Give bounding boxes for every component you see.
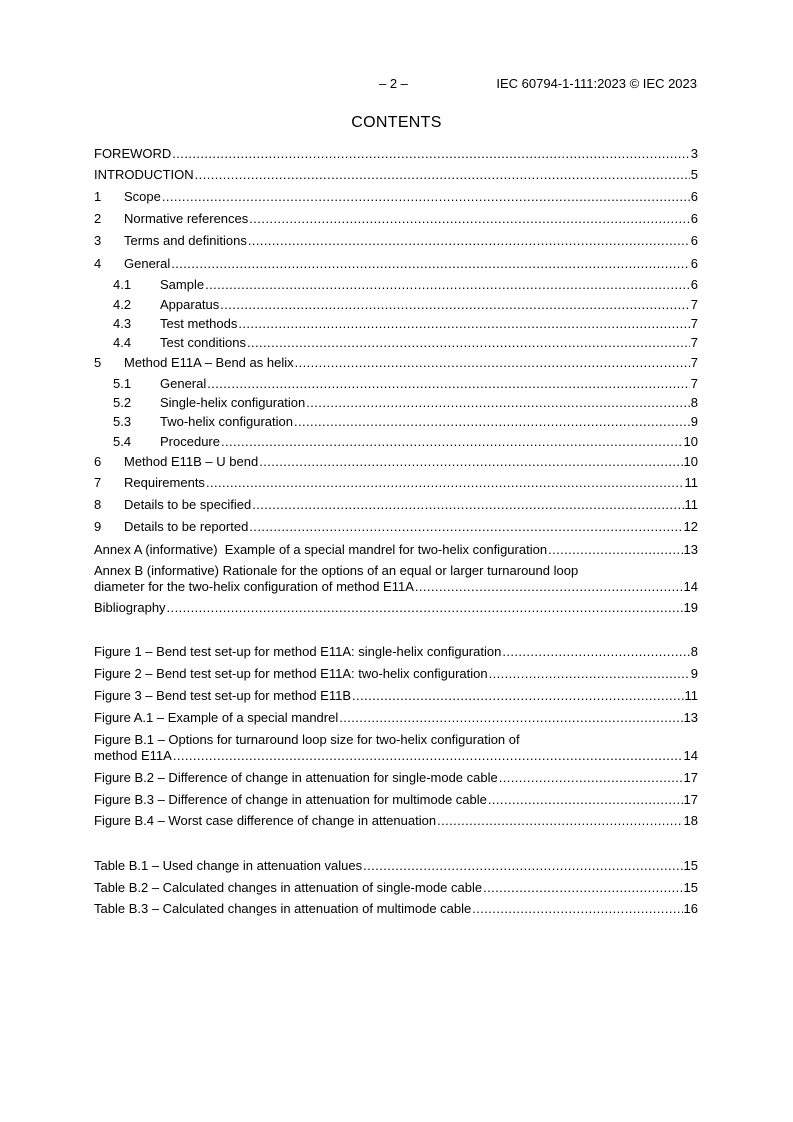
figure-entry-b3[interactable] bbox=[94, 792, 698, 808]
figure-entry-page: 8 bbox=[690, 644, 698, 659]
figure-entry-page: 14 bbox=[683, 748, 698, 763]
figure-entry-text: Figure B.3 – Difference of change in attenuation for multimode cable bbox=[94, 792, 487, 807]
toc-entry-4-4[interactable] bbox=[113, 335, 698, 351]
leader-dots bbox=[259, 454, 682, 470]
toc-entry-text: Normative references bbox=[124, 211, 249, 226]
toc-entry-text: Sample bbox=[160, 277, 205, 292]
toc-entry-page: 6 bbox=[690, 256, 698, 271]
toc-entry-page: 7 bbox=[690, 316, 698, 331]
toc-entry-4-1[interactable] bbox=[113, 277, 698, 293]
leader-dots bbox=[295, 355, 690, 371]
figure-entry-text: method E11A bbox=[94, 748, 172, 763]
toc-entry-page: 6 bbox=[690, 233, 698, 248]
leader-dots bbox=[247, 335, 690, 351]
toc-entry-number: 5.1 bbox=[113, 376, 132, 391]
toc-entry-number: 5.3 bbox=[113, 414, 132, 429]
toc-entry-foreword[interactable] bbox=[94, 146, 698, 162]
leader-dots bbox=[499, 770, 683, 786]
toc-entry-page: 7 bbox=[690, 355, 698, 370]
toc-entry-1[interactable] bbox=[94, 189, 698, 205]
figure-entry-b4[interactable] bbox=[94, 813, 698, 829]
leader-dots bbox=[171, 256, 690, 272]
toc-entry-number: 5.4 bbox=[113, 434, 132, 449]
figure-entry-page: 13 bbox=[683, 710, 698, 725]
table-entry-b2[interactable] bbox=[94, 880, 698, 896]
toc-entry-number: 4.1 bbox=[113, 277, 132, 292]
leader-dots bbox=[306, 395, 690, 411]
toc-entry-page: 6 bbox=[690, 189, 698, 204]
figure-entry-text: Figure A.1 – Example of a special mandrel bbox=[94, 710, 339, 725]
toc-entry-page: 11 bbox=[684, 475, 698, 490]
toc-entry-5-1[interactable] bbox=[113, 376, 698, 392]
toc-entry-number: 2 bbox=[94, 211, 102, 226]
toc-entry-text: diameter for the two-helix configuration of method E11A bbox=[94, 579, 414, 594]
toc-entry-text: Details to be specified bbox=[124, 497, 252, 512]
figure-entry-b1-line1[interactable]: Figure B.1 – Options for turnaround loop size for two-helix configuration of bbox=[94, 732, 520, 747]
toc-entry-5[interactable] bbox=[94, 355, 698, 371]
toc-entry-9[interactable] bbox=[94, 519, 698, 535]
toc-entry-8[interactable] bbox=[94, 497, 698, 513]
toc-entry-number: 5.2 bbox=[113, 395, 132, 410]
toc-entry-4-3[interactable] bbox=[113, 316, 698, 332]
toc-entry-page: 10 bbox=[683, 454, 698, 469]
leader-dots bbox=[249, 519, 682, 535]
toc-entry-text: Requirements bbox=[124, 475, 205, 490]
toc-entry-page: 6 bbox=[690, 211, 698, 226]
toc-entry-text: INTRODUCTION bbox=[94, 167, 194, 182]
leader-dots bbox=[172, 146, 689, 162]
leader-dots bbox=[472, 901, 682, 917]
toc-entry-number: 3 bbox=[94, 233, 102, 248]
toc-entry-text: Terms and definitions bbox=[124, 233, 247, 248]
leader-dots bbox=[221, 434, 683, 450]
toc-entry-2[interactable] bbox=[94, 211, 698, 227]
toc-entry-4[interactable] bbox=[94, 256, 698, 272]
leader-dots bbox=[173, 748, 683, 764]
table-entry-b3[interactable] bbox=[94, 901, 698, 917]
toc-entry-5-3[interactable] bbox=[113, 414, 698, 430]
toc-entry-page: 3 bbox=[690, 146, 698, 161]
document-id: IEC 60794-1-111:2023 © IEC 2023 bbox=[496, 76, 697, 91]
figure-entry-b1[interactable] bbox=[94, 748, 698, 764]
toc-entry-text: General bbox=[160, 376, 207, 391]
toc-entry-number: 4.3 bbox=[113, 316, 132, 331]
figure-entry-page: 9 bbox=[690, 666, 698, 681]
leader-dots bbox=[248, 233, 690, 249]
figure-entry-page: 17 bbox=[683, 770, 698, 785]
toc-entry-page: 7 bbox=[690, 297, 698, 312]
leader-dots bbox=[483, 880, 682, 896]
table-entry-text: Table B.2 – Calculated changes in attenuation of single-mode cable bbox=[94, 880, 483, 895]
toc-entry-text: Annex A (informative) Example of a special mandrel for two-helix configuration bbox=[94, 542, 548, 557]
toc-entry-number: 9 bbox=[94, 519, 102, 534]
toc-entry-introduction[interactable] bbox=[94, 167, 698, 183]
figure-entry-b2[interactable] bbox=[94, 770, 698, 786]
toc-entry-text: Scope bbox=[124, 189, 161, 204]
figure-entry-text: Figure 2 – Bend test set-up for method E11A: two-helix configuration bbox=[94, 666, 488, 681]
toc-entry-4-2[interactable] bbox=[113, 297, 698, 313]
toc-entry-text: General bbox=[124, 256, 171, 271]
toc-entry-5-2[interactable] bbox=[113, 395, 698, 411]
figure-entry-a1[interactable] bbox=[94, 710, 698, 726]
toc-entry-number: 5 bbox=[94, 355, 102, 370]
toc-entry-text: Single-helix configuration bbox=[160, 395, 306, 410]
leader-dots bbox=[437, 813, 682, 829]
figure-entry-2[interactable] bbox=[94, 666, 698, 682]
page-number: – 2 – bbox=[379, 76, 408, 91]
toc-entry-5-4[interactable] bbox=[113, 434, 698, 450]
table-entry-b1[interactable] bbox=[94, 858, 698, 874]
toc-entry-number: 1 bbox=[94, 189, 102, 204]
table-entry-page: 15 bbox=[683, 858, 698, 873]
toc-entry-text: Procedure bbox=[160, 434, 220, 449]
toc-entry-page: 5 bbox=[690, 167, 698, 182]
toc-entry-page: 7 bbox=[690, 376, 698, 391]
leader-dots bbox=[339, 710, 682, 726]
toc-entry-3[interactable] bbox=[94, 233, 698, 249]
toc-entry-text: Two-helix configuration bbox=[160, 414, 293, 429]
toc-entry-text: Bibliography bbox=[94, 600, 166, 615]
leader-dots bbox=[252, 497, 683, 513]
toc-entry-page: 13 bbox=[683, 542, 698, 557]
toc-entry-number: 4.2 bbox=[113, 297, 132, 312]
leader-dots bbox=[352, 688, 683, 704]
leader-dots bbox=[205, 277, 690, 293]
leader-dots bbox=[195, 167, 690, 183]
leader-dots bbox=[220, 297, 690, 313]
toc-entry-annex-a[interactable] bbox=[94, 542, 698, 558]
figure-entry-3[interactable] bbox=[94, 688, 698, 704]
toc-entry-page: 11 bbox=[684, 497, 698, 512]
figure-entry-page: 17 bbox=[683, 792, 698, 807]
figure-entry-page: 11 bbox=[684, 688, 698, 703]
toc-entry-text: Details to be reported bbox=[124, 519, 249, 534]
toc-entry-number: 8 bbox=[94, 497, 102, 512]
toc-entry-number: 6 bbox=[94, 454, 102, 469]
leader-dots bbox=[207, 376, 690, 392]
figure-entry-text: Figure B.2 – Difference of change in attenuation for single-mode cable bbox=[94, 770, 498, 785]
leader-dots bbox=[488, 792, 683, 808]
figure-entry-text: Figure 1 – Bend test set-up for method E11A: single-helix configuration bbox=[94, 644, 502, 659]
toc-entry-bibliography[interactable] bbox=[94, 600, 698, 616]
leader-dots bbox=[206, 475, 684, 491]
leader-dots bbox=[363, 858, 682, 874]
leader-dots bbox=[489, 666, 690, 682]
toc-entry-number: 4 bbox=[94, 256, 102, 271]
toc-entry-text: Method E11A – Bend as helix bbox=[124, 355, 294, 370]
leader-dots bbox=[548, 542, 682, 558]
leader-dots bbox=[162, 189, 690, 205]
toc-entry-number: 4.4 bbox=[113, 335, 132, 350]
leader-dots bbox=[415, 579, 683, 595]
toc-entry-page: 19 bbox=[683, 600, 698, 615]
toc-entry-7[interactable] bbox=[94, 475, 698, 491]
figure-entry-1[interactable] bbox=[94, 644, 698, 660]
toc-entry-6[interactable] bbox=[94, 454, 698, 470]
table-entry-page: 15 bbox=[683, 880, 698, 895]
toc-entry-text: Apparatus bbox=[160, 297, 220, 312]
leader-dots bbox=[502, 644, 689, 660]
toc-entry-text: Test conditions bbox=[160, 335, 246, 350]
leader-dots bbox=[294, 414, 690, 430]
toc-entry-annex-b[interactable] bbox=[94, 579, 698, 595]
toc-entry-page: 12 bbox=[683, 519, 698, 534]
toc-entry-text: Test methods bbox=[160, 316, 238, 331]
contents-title: CONTENTS bbox=[351, 114, 442, 131]
leader-dots bbox=[238, 316, 689, 332]
toc-entry-page: 9 bbox=[690, 414, 698, 429]
table-entry-text: Table B.3 – Calculated changes in attenuation of multimode cable bbox=[94, 901, 472, 916]
leader-dots bbox=[167, 600, 683, 616]
toc-entry-page: 14 bbox=[683, 579, 698, 594]
leader-dots bbox=[249, 211, 689, 227]
table-entry-page: 16 bbox=[683, 901, 698, 916]
toc-entry-number: 7 bbox=[94, 475, 102, 490]
figure-entry-text: Figure B.4 – Worst case difference of change in attenuation bbox=[94, 813, 437, 828]
toc-entry-text: FOREWORD bbox=[94, 146, 172, 161]
toc-entry-page: 8 bbox=[690, 395, 698, 410]
table-entry-text: Table B.1 – Used change in attenuation values bbox=[94, 858, 363, 873]
figure-entry-text: Figure 3 – Bend test set-up for method E11B bbox=[94, 688, 352, 703]
toc-entry-page: 6 bbox=[690, 277, 698, 292]
toc-entry-annex-b-line1[interactable]: Annex B (informative) Rationale for the options of an equal or larger turnaround loop bbox=[94, 563, 579, 578]
toc-entry-page: 7 bbox=[690, 335, 698, 350]
toc-entry-text: Method E11B – U bend bbox=[124, 454, 259, 469]
figure-entry-page: 18 bbox=[683, 813, 698, 828]
toc-entry-page: 10 bbox=[683, 434, 698, 449]
